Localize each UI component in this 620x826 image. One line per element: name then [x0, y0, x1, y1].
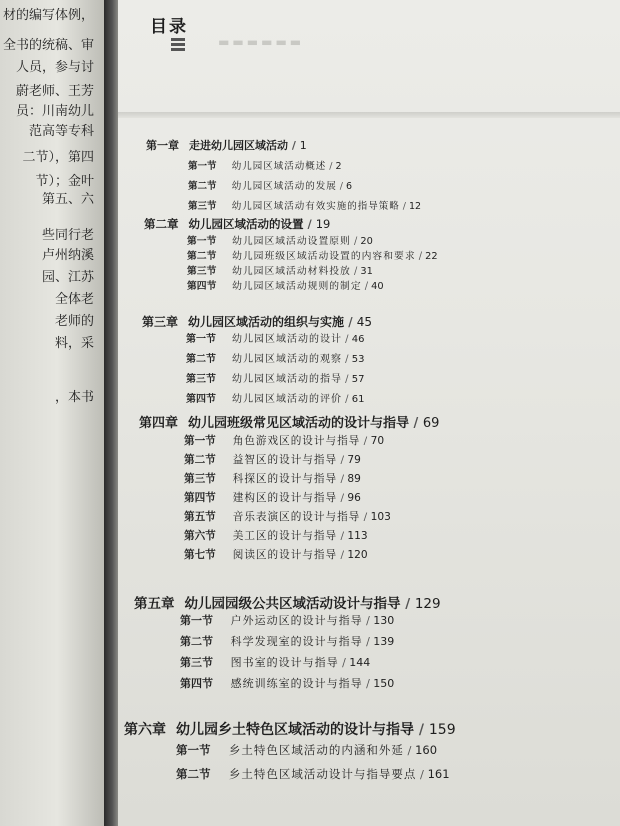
toc-section-entry[interactable]	[184, 509, 391, 524]
toc-section-entry[interactable]	[176, 742, 437, 758]
header-rule	[118, 112, 620, 118]
page-separator: /	[337, 492, 348, 504]
page-separator: /	[342, 334, 352, 345]
section-page-number: 46	[351, 334, 365, 345]
page-separator: /	[338, 656, 350, 669]
section-title: 音乐表演区的设计与指导	[232, 511, 361, 523]
page-separator: /	[337, 473, 348, 485]
page-title: 目录	[150, 17, 188, 37]
toc-section-entry[interactable]	[180, 633, 394, 649]
left-page	[0, 0, 104, 826]
section-number: 第三节	[184, 473, 216, 485]
page-separator: /	[362, 677, 374, 690]
section-number: 第二节	[188, 181, 217, 192]
section-number: 第五节	[184, 511, 216, 523]
page-separator: /	[409, 416, 423, 431]
chapter-title: 幼儿园区域活动的设置	[188, 217, 304, 231]
toc-chapter-entry[interactable]	[134, 592, 441, 612]
chapter-page-number: 1	[299, 139, 307, 152]
section-title: 乡土特色区域活动设计与指导要点	[228, 767, 417, 781]
page-separator: /	[288, 139, 300, 152]
chapter-number: 第六章	[124, 722, 166, 738]
page-separator: /	[360, 511, 371, 523]
chapter-page-number: 129	[414, 596, 441, 612]
section-number: 第七节	[184, 549, 216, 561]
left-page-text-line: 节）；金叶	[35, 174, 94, 189]
chapter-page-number: 45	[356, 315, 373, 329]
page-separator: /	[342, 374, 352, 385]
toc-chapter-entry[interactable]	[142, 313, 372, 330]
chapter-page-number: 69	[422, 416, 440, 431]
section-number: 第四节	[186, 394, 216, 405]
left-page-text-line: 全书的统稿、审	[2, 38, 94, 53]
left-page-text-line: 第五、六	[41, 192, 94, 207]
section-title: 阅读区的设计与指导	[232, 549, 338, 561]
toc-section-entry[interactable]	[184, 490, 361, 505]
book-spine	[104, 0, 118, 826]
page-separator: /	[350, 266, 361, 277]
left-page-text-line: 园、江苏	[41, 270, 94, 285]
chapter-number: 第二章	[144, 217, 179, 231]
page-separator: /	[350, 236, 361, 247]
section-page-number: 161	[427, 767, 450, 781]
section-title: 幼儿园区域活动的观察	[232, 354, 342, 365]
toc-chapter-entry[interactable]	[139, 412, 439, 431]
page-separator: /	[400, 596, 415, 612]
left-page-text-line: 蔚老师、王芳	[15, 84, 94, 99]
toc-section-entry[interactable]	[184, 471, 361, 486]
section-number: 第一节	[180, 614, 213, 627]
toc-section-entry[interactable]	[187, 248, 438, 262]
section-title: 角色游戏区的设计与指导	[232, 435, 361, 447]
section-title: 幼儿园区域活动的发展	[231, 181, 337, 192]
section-number: 第四节	[180, 677, 213, 690]
chapter-page-number: 19	[315, 217, 331, 231]
left-page-text-line: 老师的	[54, 314, 94, 329]
left-page-text-line: ，本书	[54, 390, 94, 405]
left-page-text-line: 卢州纳溪	[41, 248, 94, 263]
section-title: 益智区的设计与指导	[232, 454, 338, 466]
toc-section-entry[interactable]	[188, 178, 352, 192]
chapter-title: 幼儿园园级公共区域活动设计与指导	[184, 596, 401, 612]
section-page-number: 89	[347, 473, 361, 485]
toc-section-entry[interactable]	[186, 390, 364, 405]
section-title: 美工区的设计与指导	[232, 530, 338, 542]
section-number: 第三节	[187, 266, 217, 277]
section-page-number: 20	[360, 236, 373, 247]
section-title: 幼儿园区域活动材料投放	[232, 266, 351, 277]
section-page-number: 103	[370, 511, 391, 523]
section-page-number: 79	[347, 454, 361, 466]
left-page-text-line: 员：川南幼儿	[15, 104, 94, 119]
section-page-number: 57	[351, 374, 365, 385]
toc-section-entry[interactable]	[188, 198, 421, 212]
section-title: 幼儿园区域活动有效实施的指导策略	[231, 201, 400, 212]
page-separator: /	[342, 354, 352, 365]
toc-section-entry[interactable]	[187, 263, 373, 277]
section-title: 科学发现室的设计与指导	[230, 635, 363, 648]
section-page-number: 31	[360, 266, 373, 277]
page-separator: /	[336, 181, 346, 192]
page-separator: /	[360, 435, 371, 447]
section-title: 幼儿园区域活动概述	[231, 161, 327, 172]
section-title: 科探区的设计与指导	[232, 473, 338, 485]
toc-section-entry[interactable]	[176, 766, 450, 782]
section-page-number: 113	[347, 530, 368, 542]
section-title: 图书室的设计与指导	[230, 656, 339, 669]
toc-section-entry[interactable]	[186, 350, 364, 365]
toc-section-entry[interactable]	[184, 528, 368, 543]
section-number: 第四节	[187, 281, 217, 292]
chapter-title: 幼儿园乡土特色区域活动的设计与指导	[176, 722, 414, 738]
toc-section-entry[interactable]	[186, 330, 364, 345]
section-page-number: 53	[351, 354, 365, 365]
section-number: 第三节	[186, 374, 216, 385]
page-separator: /	[337, 530, 348, 542]
page-separator: /	[303, 217, 316, 231]
toc-section-entry[interactable]	[184, 452, 361, 467]
page-separator: /	[326, 161, 336, 172]
section-title: 幼儿园区域活动规则的制定	[232, 281, 362, 292]
page-separator: /	[337, 549, 348, 561]
chapter-number: 第五章	[134, 596, 175, 612]
section-number: 第二节	[187, 251, 217, 262]
section-page-number: 12	[408, 201, 422, 212]
toc-chapter-entry[interactable]	[124, 719, 456, 739]
section-number: 第二节	[184, 454, 216, 466]
section-page-number: 120	[347, 549, 368, 561]
chapter-number: 第三章	[142, 315, 179, 329]
toc-section-entry[interactable]	[180, 675, 394, 691]
toc-chapter-entry[interactable]	[146, 137, 307, 153]
left-page-text-line: 材的编写体例，	[2, 8, 94, 23]
toc-section-entry[interactable]	[180, 612, 394, 628]
section-title: 幼儿园班级区域活动设置的内容和要求	[232, 251, 416, 262]
section-number: 第二节	[186, 354, 216, 365]
page-separator: /	[361, 281, 372, 292]
left-page-text-line: 全体老	[54, 292, 94, 307]
section-page-number: 6	[345, 181, 352, 192]
section-title: 乡土特色区域活动的内涵和外延	[228, 743, 404, 757]
section-number: 第四节	[184, 492, 216, 504]
section-number: 第二节	[180, 635, 213, 648]
page-separator: /	[362, 635, 374, 648]
page-separator: /	[415, 251, 426, 262]
section-page-number: 130	[373, 614, 395, 627]
left-page-text-line: 范高等专科	[28, 124, 94, 139]
toc-section-entry[interactable]	[187, 233, 373, 247]
toc-section-entry[interactable]	[186, 370, 364, 385]
section-number: 第一节	[188, 161, 217, 172]
section-page-number: 96	[347, 492, 361, 504]
section-title: 户外运动区的设计与指导	[230, 614, 363, 627]
section-number: 第二节	[176, 767, 211, 781]
page-separator: /	[342, 394, 352, 405]
section-title: 幼儿园区域活动的设计	[232, 334, 342, 345]
show-through-text: ▬▬▬▬▬▬	[215, 35, 302, 49]
section-page-number: 70	[370, 435, 385, 447]
page-separator: /	[403, 743, 416, 757]
page-separator: /	[414, 722, 429, 738]
page-separator: /	[399, 201, 409, 212]
toc-section-entry[interactable]	[188, 158, 342, 172]
toc-section-entry[interactable]	[184, 433, 384, 448]
section-title: 幼儿园区域活动的指导	[232, 374, 342, 385]
toc-chapter-entry[interactable]	[144, 216, 330, 232]
section-title: 建构区的设计与指导	[232, 492, 338, 504]
section-page-number: 2	[335, 161, 342, 172]
section-title: 幼儿园区域活动的评价	[232, 394, 342, 405]
section-number: 第一节	[187, 236, 217, 247]
section-number: 第六节	[184, 530, 216, 542]
section-number: 第三节	[180, 656, 213, 669]
section-page-number: 40	[371, 281, 384, 292]
page-separator: /	[362, 614, 374, 627]
page-separator: /	[344, 315, 357, 329]
section-page-number: 139	[373, 635, 395, 648]
chapter-number: 第一章	[146, 139, 179, 152]
section-page-number: 150	[373, 677, 395, 690]
section-page-number: 144	[349, 656, 371, 669]
section-number: 第一节	[176, 743, 211, 757]
section-page-number: 22	[425, 251, 438, 262]
section-page-number: 160	[415, 743, 438, 757]
chapter-title: 幼儿园区域活动的组织与实施	[188, 315, 345, 329]
section-number: 第三节	[188, 201, 217, 212]
chapter-title: 走进幼儿园区域活动	[189, 139, 288, 152]
left-page-text-line: 些同行老	[41, 228, 94, 243]
section-title: 感统训练室的设计与指导	[230, 677, 363, 690]
section-number: 第一节	[186, 334, 216, 345]
left-page-text-line: 料，采	[54, 336, 94, 351]
title-ornament	[171, 38, 185, 52]
section-number: 第一节	[184, 435, 216, 447]
toc-section-entry[interactable]	[184, 547, 368, 562]
page-separator: /	[416, 767, 428, 781]
left-page-text-line: 二节），第四	[22, 150, 94, 165]
toc-page	[118, 0, 620, 826]
section-page-number: 61	[351, 394, 365, 405]
toc-section-entry[interactable]	[180, 654, 370, 670]
chapter-number: 第四章	[139, 416, 179, 431]
toc-section-entry[interactable]	[187, 278, 384, 292]
page-separator: /	[337, 454, 348, 466]
chapter-title: 幼儿园班级常见区域活动的设计与指导	[188, 416, 410, 431]
chapter-page-number: 159	[428, 722, 456, 738]
left-page-text-line: 人员，参与讨	[15, 60, 94, 75]
section-title: 幼儿园区域活动设置原则	[232, 236, 351, 247]
